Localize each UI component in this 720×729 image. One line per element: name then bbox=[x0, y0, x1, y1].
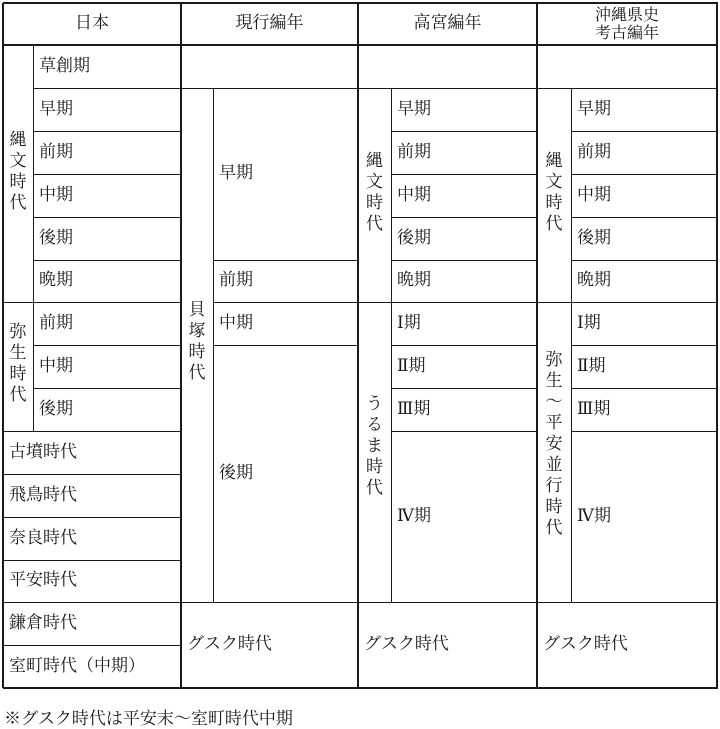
grid-line-horizontal bbox=[3, 687, 718, 689]
grid-line-horizontal bbox=[213, 302, 358, 303]
grid-line-horizontal bbox=[33, 388, 181, 389]
grid-line-horizontal bbox=[358, 302, 537, 303]
takamiya-jomon-phase: 後期 bbox=[397, 227, 431, 248]
uruma-phase: Ⅳ期 bbox=[397, 505, 431, 526]
japan-era: 飛鳥時代 bbox=[9, 484, 77, 505]
grid-line-horizontal bbox=[3, 44, 717, 46]
era-uruma: う る ま 時 代 bbox=[366, 394, 383, 498]
grid-line-horizontal bbox=[213, 260, 358, 261]
okinawa-yayoi-phase: Ⅲ期 bbox=[577, 398, 611, 419]
okinawa-jomon-phase: 前期 bbox=[577, 141, 611, 162]
grid-line-horizontal bbox=[391, 345, 537, 346]
era-yayoi: 弥 生 時 代 bbox=[9, 322, 27, 405]
okinawa-yayoi-phase: Ⅳ期 bbox=[577, 505, 611, 526]
grid-line-horizontal bbox=[181, 88, 717, 89]
grid-line-horizontal bbox=[3, 431, 181, 432]
grid-line-horizontal bbox=[391, 174, 537, 175]
grid-line-horizontal bbox=[33, 88, 181, 89]
grid-line-horizontal bbox=[3, 602, 181, 603]
era-kaizuka: 貝 塚 時 代 bbox=[188, 300, 206, 383]
japan-era: 室町時代（中期） bbox=[9, 655, 145, 676]
grid-line-horizontal bbox=[571, 174, 717, 175]
grid-line-horizontal bbox=[3, 645, 181, 646]
grid-line-horizontal bbox=[3, 302, 181, 303]
japan-era: 平安時代 bbox=[9, 570, 77, 591]
grid-line-horizontal bbox=[391, 260, 537, 261]
era-jomon: 縄 文 時 代 bbox=[9, 130, 27, 213]
grid-line-horizontal bbox=[33, 260, 181, 261]
era-jomon-okinawa: 縄 文 時 代 bbox=[545, 151, 563, 234]
header-okinawa-line: 沖縄県史 bbox=[594, 4, 659, 24]
grid-line-horizontal bbox=[571, 131, 717, 132]
okinawa-jomon-phase: 中期 bbox=[577, 184, 611, 205]
grid-line-horizontal bbox=[181, 602, 717, 603]
grid-line-horizontal bbox=[3, 474, 181, 475]
jomon-phase: 早期 bbox=[39, 98, 73, 119]
jomon-phase: 後期 bbox=[39, 227, 73, 248]
uruma-phase: Ⅱ期 bbox=[397, 355, 426, 376]
okinawa-jomon-phase: 後期 bbox=[577, 227, 611, 248]
grid-line-horizontal bbox=[213, 345, 358, 346]
grid-line-vertical bbox=[2, 3, 4, 688]
jomon-phase: 前期 bbox=[39, 141, 73, 162]
jomon-phase: 中期 bbox=[39, 184, 73, 205]
kaizuka-phase: 前期 bbox=[219, 270, 253, 291]
grid-line-vertical bbox=[33, 45, 34, 431]
kaizuka-phase: 中期 bbox=[219, 312, 253, 333]
yayoi-phase: 前期 bbox=[39, 312, 73, 333]
era-jomon-takamiya: 縄 文 時 代 bbox=[366, 151, 383, 234]
grid-line-horizontal bbox=[391, 131, 537, 132]
takamiya-jomon-phase: 早期 bbox=[397, 98, 431, 119]
grid-line-horizontal bbox=[571, 431, 717, 432]
kaizuka-phase: 後期 bbox=[219, 462, 253, 483]
uruma-phase: Ⅲ期 bbox=[397, 398, 431, 419]
grid-line-horizontal bbox=[33, 131, 181, 132]
kaizuka-phase: 早期 bbox=[219, 163, 253, 184]
yayoi-phase: 後期 bbox=[39, 398, 73, 419]
takamiya-jomon-phase: 中期 bbox=[397, 184, 431, 205]
gusuku-okinawa: グスク時代 bbox=[543, 634, 628, 655]
jomon-phase: 晩期 bbox=[39, 270, 73, 291]
jomon-phase: 草創期 bbox=[39, 55, 90, 76]
grid-line-horizontal bbox=[33, 345, 181, 346]
footnote: ※グスク時代は平安末～室町時代中期 bbox=[4, 709, 293, 729]
takamiya-jomon-phase: 晩期 bbox=[397, 270, 431, 291]
grid-line-horizontal bbox=[391, 431, 537, 432]
takamiya-jomon-phase: 前期 bbox=[397, 141, 431, 162]
grid-line-horizontal bbox=[537, 302, 717, 303]
okinawa-yayoi-phase: Ⅱ期 bbox=[577, 355, 606, 376]
okinawa-jomon-phase: 早期 bbox=[577, 98, 611, 119]
grid-line-horizontal bbox=[3, 2, 718, 4]
grid-line-horizontal bbox=[3, 560, 181, 561]
grid-line-horizontal bbox=[3, 517, 181, 518]
yayoi-phase: 中期 bbox=[39, 355, 73, 376]
header-okinawa-line: 考古編年 bbox=[594, 23, 659, 42]
header-takamiya-chronology: 高宮編年 bbox=[413, 13, 482, 34]
grid-line-horizontal bbox=[391, 217, 537, 218]
japan-era: 鎌倉時代 bbox=[9, 612, 77, 633]
grid-line-horizontal bbox=[391, 388, 537, 389]
gusuku-takamiya: グスク時代 bbox=[364, 634, 449, 655]
header-okinawa-chronology bbox=[537, 3, 717, 45]
era-yayoi-heian-parallel: 弥 生 ～ 平 安 並 行 時 代 bbox=[545, 350, 563, 538]
grid-line-horizontal bbox=[571, 260, 717, 261]
grid-line-horizontal bbox=[33, 174, 181, 175]
header-current-chronology: 現行編年 bbox=[235, 13, 304, 34]
japan-era: 古墳時代 bbox=[9, 441, 77, 462]
grid-line-horizontal bbox=[571, 388, 717, 389]
uruma-phase: Ⅰ期 bbox=[397, 312, 421, 333]
okinawa-jomon-phase: 晩期 bbox=[577, 270, 611, 291]
okinawa-yayoi-phase: Ⅰ期 bbox=[577, 312, 601, 333]
grid-line-horizontal bbox=[571, 345, 717, 346]
header-japan: 日本 bbox=[75, 13, 109, 34]
grid-line-horizontal bbox=[33, 217, 181, 218]
japan-era: 奈良時代 bbox=[9, 527, 77, 548]
gusuku-current: グスク時代 bbox=[187, 634, 272, 655]
grid-line-horizontal bbox=[571, 217, 717, 218]
